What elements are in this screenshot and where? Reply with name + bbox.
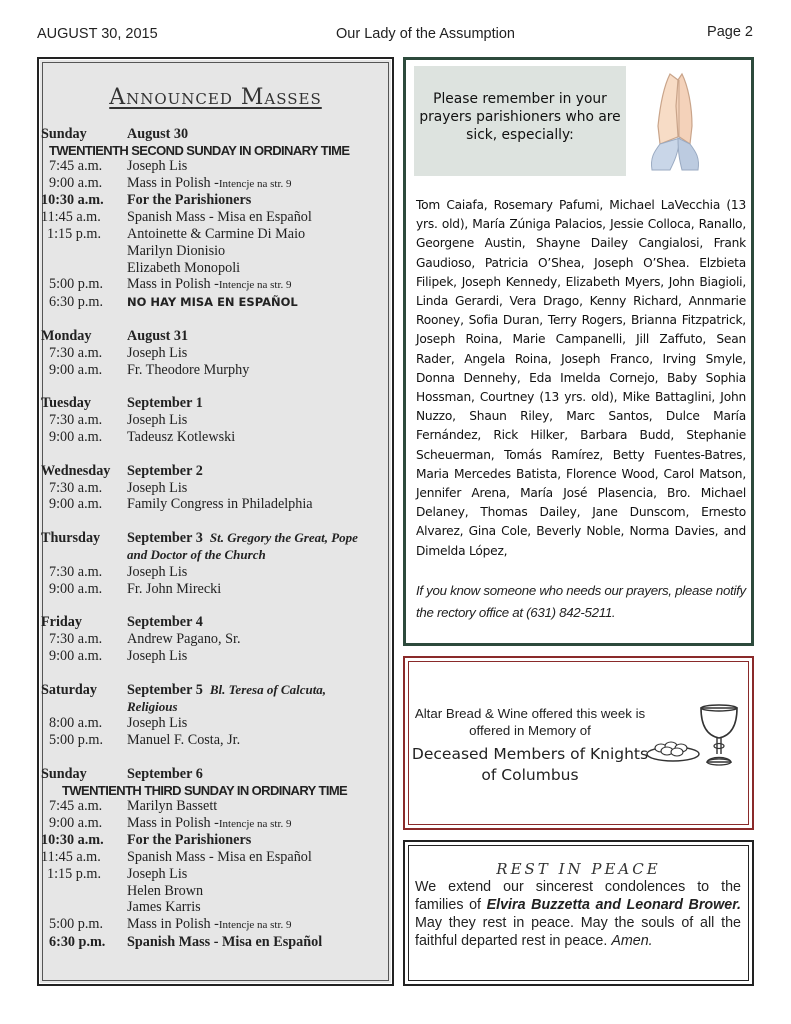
prayer-list-box: [403, 57, 754, 646]
rip-title: REST IN PEACE: [496, 860, 661, 878]
mass-row: 1:15 p.m. Joseph Lis: [47, 865, 188, 882]
mass-row: 11:45 a.m. Spanish Mass - Misa en Español: [41, 849, 312, 866]
announced-masses-panel: [37, 57, 394, 986]
mass-row: 7:30 a.m. Joseph Lis: [49, 563, 188, 580]
altar-bread-memory: Deceased Members of Knights of Columbus: [411, 745, 649, 784]
day-header: Wednesday September 2: [41, 462, 203, 479]
day-header: Tuesday September 1: [41, 395, 203, 412]
day-header: Saturday September 5 Bl. Teresa of Calcuta,: [41, 681, 327, 698]
prayer-note: If you know someone who needs our prayers, please notify the rectory office at (631) 842-5211.: [416, 583, 746, 620]
mass-row: 9:00 a.m. Fr. Theodore Murphy: [49, 361, 250, 378]
mass-row: 11:45 a.m. Spanish Mass - Misa en Español: [41, 209, 312, 226]
day-header: Sunday August 30: [41, 126, 189, 142]
mass-row: 9:00 a.m. Fr. John Mirecki: [49, 580, 222, 597]
mass-schedule: [41, 126, 390, 951]
rip-names: Elvira Buzzetta and Leonard Brower.: [486, 897, 741, 913]
mass-row: 6:30 p.m. NO HAY MISA EN ESPAÑOL: [49, 294, 298, 311]
praying-hands-icon: [630, 66, 740, 176]
prayer-heading-panel: [414, 66, 626, 176]
altar-bread-intro: Altar Bread & Wine offered this week is offered in Memory of: [414, 706, 646, 738]
mass-row: 10:30 a.m. For the Parishioners: [41, 832, 252, 849]
mass-row: 7:45 a.m. Joseph Lis: [49, 157, 188, 174]
day-header: Friday September 4: [41, 614, 203, 631]
parish-name: Our Lady of the Assumption: [336, 26, 515, 42]
mass-row: 8:00 a.m. Joseph Lis: [49, 715, 188, 732]
mass-row: Elizabeth Monopoli: [127, 259, 241, 276]
prayer-heading: Please remember in your prayers parishioners who are sick, especially:: [419, 91, 621, 143]
mass-row: 9:00 a.m. Joseph Lis: [49, 647, 188, 664]
mass-row: James Karris: [127, 899, 201, 916]
altar-bread-box: [403, 656, 754, 830]
mass-row: 9:00 a.m. Mass in Polish -Intencje na str. 9: [49, 814, 292, 831]
bulletin-date: AUGUST 30, 2015: [37, 26, 158, 42]
mass-row: Helen Brown: [127, 882, 204, 899]
day-header: Thursday September 3 St. Gregory the Great, Pope: [41, 530, 358, 547]
mass-row: 7:30 a.m. Joseph Lis: [49, 412, 188, 429]
mass-row: 1:15 p.m. Antoinette & Carmine Di Maio: [47, 225, 306, 242]
mass-row: 10:30 a.m. For the Parishioners: [41, 192, 252, 209]
mass-row: 9:00 a.m. Mass in Polish -Intencje na str. 9: [49, 174, 292, 191]
mass-row: 5:00 p.m. Mass in Polish -Intencje na str. 9: [49, 276, 292, 293]
mass-row: 5:00 p.m. Manuel F. Costa, Jr.: [49, 732, 241, 749]
day-header: Sunday September 6: [41, 765, 203, 782]
feast-title: TWENTIENTH SECOND SUNDAY IN ORDINARY TIME: [49, 142, 350, 158]
page-number: Page 2: [707, 24, 753, 40]
feast-title: TWENTIENTH THIRD SUNDAY IN ORDINARY TIME: [62, 782, 348, 798]
day-header: Monday August 31: [41, 327, 189, 344]
mass-row: 7:45 a.m. Marilyn Bassett: [49, 797, 218, 814]
mass-row: 5:00 p.m. Mass in Polish -Intencje na str. 9: [49, 916, 292, 933]
mass-row: 7:30 a.m. Joseph Lis: [49, 344, 188, 361]
feast-title: Religious: [127, 698, 178, 714]
mass-row: 7:30 a.m. Joseph Lis: [49, 479, 188, 496]
mass-row: Marilyn Dionisio: [127, 242, 226, 259]
rest-in-peace-box: [403, 840, 754, 986]
masses-title: Announced Masses: [109, 85, 322, 110]
mass-row: 6:30 p.m. Spanish Mass - Misa en Español: [49, 934, 323, 951]
page-header: [0, 26, 791, 46]
mass-row: 9:00 a.m. Family Congress in Philadelphia: [49, 496, 313, 513]
feast-title: and Doctor of the Church: [127, 546, 266, 562]
prayer-names: Tom Caiafa, Rosemary Pafumi, Michael LaVecchia (13 yrs. old), María Zúniga Palacios, Jessie Colloca, Ranallo, Georgene Austin, Shayne Dailey Cangialosi, Frank Gaudioso, Patricia O’Shea, Joseph O’Shea. Elzbieta Filipek, Joseph Kennedy, Elizabeth Myers, John Biagioli, Linda Gerardi, Vera Drago, Kenny Richard, Annmarie Rooney, Sofia Duran, Terry Rogers, Brianna Fitzpatrick, Joseph Roina, Marie Campanelli, Jill Zaffuto, Sean Rader, Angela Roina, Joseph Franco, Irving Smyle, Donna Dennehy, Eda Imelda Cornejo, Baby Sophia Hossman, Courtney (13 yrs. old), Mike Battaglini, John Nuzzo, Shaun Riley, Marc Santos, Dulce María Fernández, Rick Hilker, Barbara Budd, Stephanie Scheuerman, Tomás Ramírez, Betty Fuentes-Batres, Maria Mercedes Batista, Florence Wood, Carol Matson, Jennifer Arena, María José Plasencia, Bro. Michael Delaney, Thomas Dailey, Jane Dunscom, Ernesto Alvarez, Gina Cole, Beverly Noble, Norma Davies, and Dimelda López,: [416, 198, 746, 558]
rip-text: We extend our sincerest condolences to the families of Elvira Buzzetta and Leonard Brower. May they rest in peace. May the souls of all the faithful departed rest in peace. Amen.: [415, 879, 741, 949]
chalice-bread-icon: [643, 702, 747, 774]
mass-row: 9:00 a.m. Tadeusz Kotlewski: [49, 428, 236, 445]
mass-row: 7:30 a.m. Andrew Pagano, Sr.: [49, 631, 241, 648]
